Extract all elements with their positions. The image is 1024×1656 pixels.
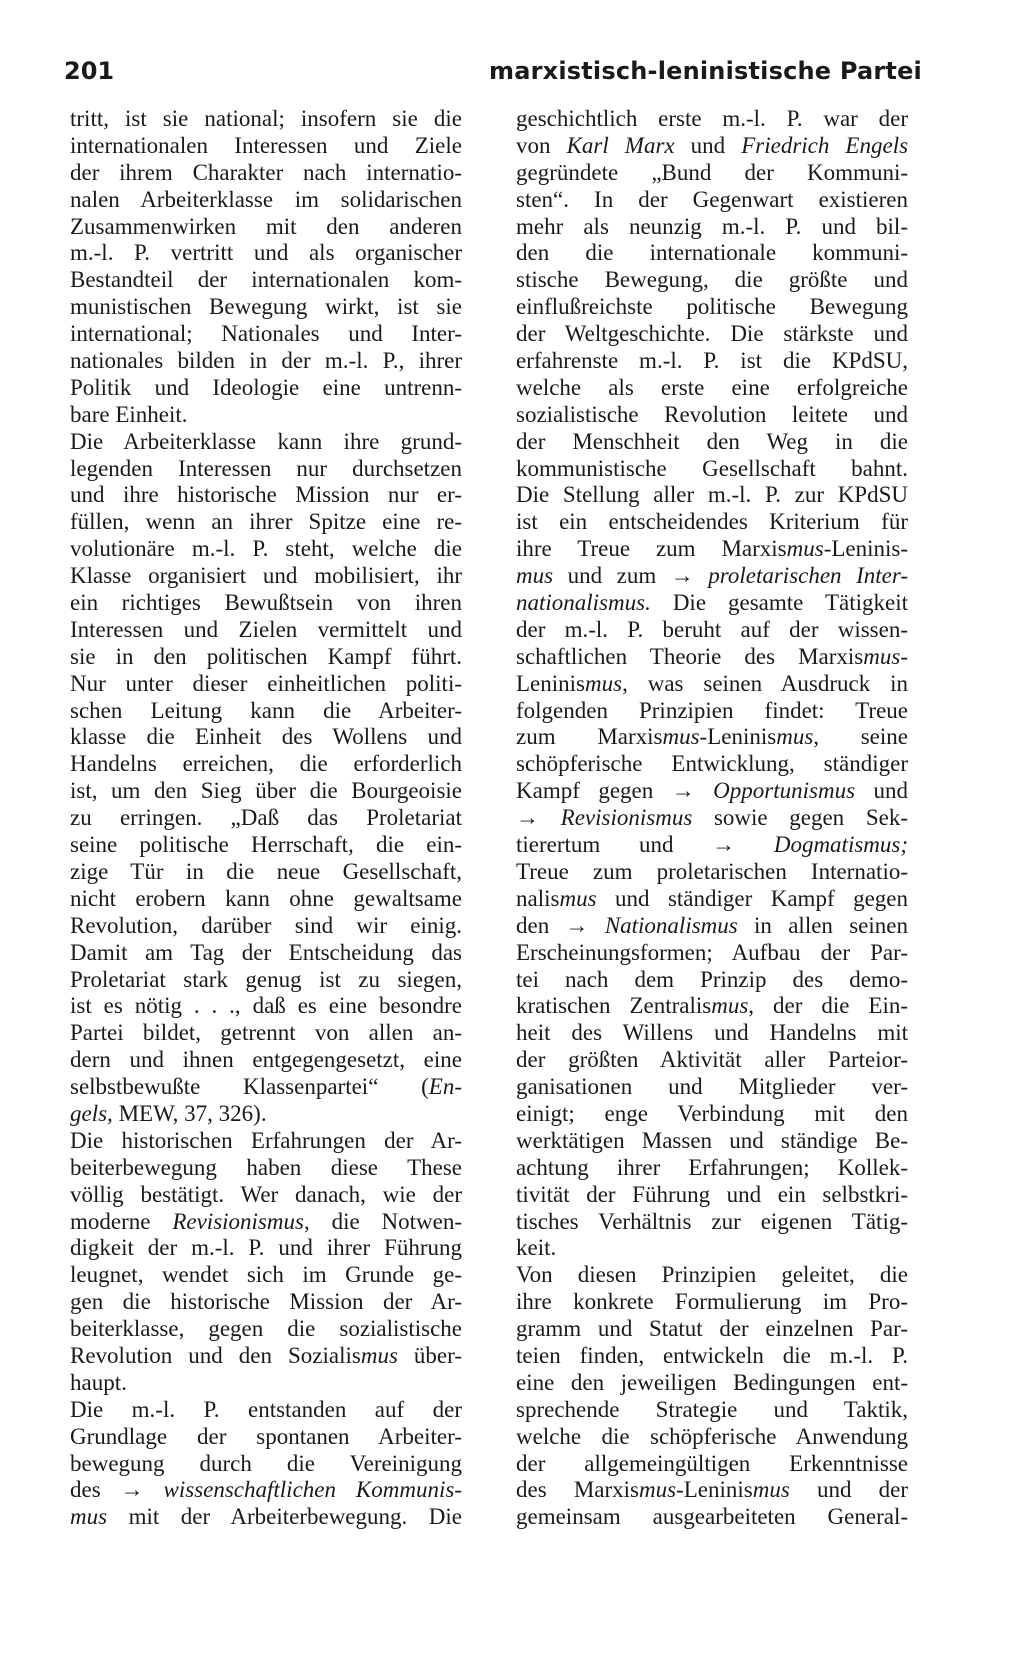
text-line: werktätigen Massen und ständige Be- [516,1127,908,1153]
text-line: Revolution, darüber sind wir einig. [70,912,462,938]
text-line: Proletariat stark genug ist zu siegen, [70,966,462,992]
text-line: tivität der Führung und ein selbstkri- [516,1181,908,1207]
text-line: Partei bildet, getrennt von allen an- [70,1020,462,1046]
text-line: tritt, ist sie national; insofern sie die [70,106,462,131]
text-line: internationalen Interessen und Ziele [70,132,462,158]
text-line: völlig bestätigt. Wer danach, wie der [70,1181,462,1207]
text-line: digkeit der m.-l. P. und ihrer Führung [70,1235,462,1261]
text-line: kratischen Zentralismus, der die Ein- [516,993,908,1019]
text-line: moderne Revisionismus, die Notwen- [70,1208,462,1234]
text-line: schen Leitung kann die Arbeiter- [70,697,462,723]
text-line: gels, MEW, 37, 326). [70,1100,267,1126]
text-line: klasse die Einheit des Wollens und [70,724,462,750]
text-line: teien finden, entwickeln die m.-l. P. [516,1342,908,1368]
text-line: sie in den politischen Kampf führt. [70,643,462,669]
text-line: munistischen Bewegung wirkt, ist sie [70,294,462,320]
text-line: beiterbewegung haben diese These [70,1154,462,1180]
text-line: gramm und Statut der einzelnen Par- [516,1316,908,1342]
text-line: haupt. [70,1369,127,1395]
text-line: den → Nationalismus in allen seinen [516,912,908,938]
text-line: geschichtlich erste m.-l. P. war der [516,106,908,131]
text-line: Grundlage der spontanen Arbeiter- [70,1423,462,1449]
text-line: zum Marxismus-Leninismus, seine [516,724,908,750]
text-line: Nur unter dieser einheitlichen politi- [70,670,462,696]
running-head: marxistisch-leninistische Partei [489,57,922,85]
text-line: Leninismus, was seinen Ausdruck in [516,670,908,696]
text-line: heit des Willens und Handelns mit [516,1020,908,1046]
text-line: beiterklasse, gegen die sozialistische [70,1316,462,1342]
text-line: nationalismus. Die gesamte Tätigkeit [516,590,908,616]
text-line: gemeinsam ausgearbeiteten General- [516,1504,908,1530]
text-line: ist, um den Sieg über die Bourgeoisie [70,778,462,804]
text-line: Handelns erreichen, die erforderlich [70,751,462,777]
text-line: den die internationale kommuni- [516,240,908,266]
page-number: 201 [64,57,115,85]
text-line: seine politische Herrschaft, die ein- [70,832,462,858]
text-line: bewegung durch die Vereinigung [70,1450,462,1476]
text-line: bare Einheit. [70,401,188,427]
text-line: ist ein entscheidendes Kriterium für [516,509,908,535]
text-line: dern und ihnen entgegengesetzt, eine [70,1047,462,1073]
text-line: mehr als neunzig m.-l. P. und bil- [516,213,908,239]
text-line: nationales bilden in der m.-l. P., ihrer [70,348,462,374]
text-line: erfahrenste m.-l. P. ist die KPdSU, [516,348,908,374]
text-line: keit. [516,1235,557,1261]
text-line: schaftlichen Theorie des Marxismus- [516,643,908,669]
text-line: achtung ihrer Erfahrungen; Kollek- [516,1154,908,1180]
text-line: einflußreichste politische Bewegung [516,294,908,320]
text-line: und ihre historische Mission nur er- [70,482,462,508]
text-line: ist es nötig . . ., daß es eine besondre [70,993,462,1019]
text-line: von Karl Marx und Friedrich Engels [516,132,908,158]
text-line: Die m.-l. P. entstanden auf der [70,1396,462,1422]
text-line: Kampf gegen → Opportunismus und [516,778,908,804]
text-line: Erscheinungsformen; Aufbau der Par- [516,939,908,965]
text-line: ihre konkrete Formulierung im Pro- [516,1289,908,1315]
text-line: sozialistische Revolution leitete und [516,401,908,427]
text-line: füllen, wenn an ihrer Spitze eine re- [70,509,462,535]
text-line: Treue zum proletarischen Internatio- [516,858,908,884]
text-line: leugnet, wendet sich im Grunde ge- [70,1262,462,1288]
text-line: der Menschheit den Weg in die [516,428,908,454]
text-line: ihre Treue zum Marxismus-Leninis- [516,536,908,562]
text-line: tisches Verhältnis zur eigenen Tätig- [516,1208,908,1234]
text-line: ein richtiges Bewußtsein von ihren [70,590,462,616]
text-line: nalen Arbeiterklasse im solidarischen [70,186,462,212]
text-line: selbstbewußte Klassenpartei“ (En- [70,1074,462,1100]
text-line: Die Stellung aller m.-l. P. zur KPdSU [516,482,908,508]
text-line: mus mit der Arbeiterbewegung. Die [70,1504,462,1530]
text-line: sprechende Strategie und Taktik, [516,1396,908,1422]
text-line: stische Bewegung, die größte und [516,267,908,293]
text-line: → Revisionismus sowie gegen Sek- [516,805,908,831]
text-line: Die historischen Erfahrungen der Ar- [70,1127,462,1153]
text-line: gen die historische Mission der Ar- [70,1289,462,1315]
text-line: Von diesen Prinzipien geleitet, die [516,1262,908,1288]
text-line: zige Tür in die neue Gesellschaft, [70,858,462,884]
text-line: des → wissenschaftlichen Kommunis- [70,1477,462,1503]
text-line: ganisationen und Mitglieder ver- [516,1074,908,1100]
text-line: schöpferische Entwicklung, ständiger [516,751,908,777]
text-column-left [70,106,462,1531]
text-line: volutionäre m.-l. P. steht, welche die [70,536,462,562]
text-line: tierertum und → Dogmatismus; [516,832,908,858]
text-line: kommunistische Gesellschaft bahnt. [516,455,908,481]
text-line: folgenden Prinzipien findet: Treue [516,697,908,723]
text-line: Revolution und den Sozialismus über- [70,1342,462,1368]
text-line: zu erringen. „Daß das Proletariat [70,805,462,831]
text-line: sten“. In der Gegenwart existieren [516,186,908,212]
text-line: nalismus und ständiger Kampf gegen [516,885,908,911]
text-line: international; Nationales und Inter- [70,321,462,347]
text-line: welche als erste eine erfolgreiche [516,374,908,400]
text-line: Zusammenwirken mit den anderen [70,213,462,239]
text-line: welche die schöpferische Anwendung [516,1423,908,1449]
text-line: der allgemeingültigen Erkenntnisse [516,1450,908,1476]
text-line: des Marxismus-Leninismus und der [516,1477,908,1503]
text-line: eine den jeweiligen Bedingungen ent- [516,1369,908,1395]
text-line: Politik und Ideologie eine untrenn- [70,374,462,400]
text-line: Interessen und Zielen vermittelt und [70,616,462,642]
text-line: mus und zum → proletarischen Inter- [516,563,908,589]
text-line: m.-l. P. vertritt und als organischer [70,240,462,266]
text-line: einigt; enge Verbindung mit den [516,1100,908,1126]
text-line: legenden Interessen nur durchsetzen [70,455,462,481]
text-line: gegründete „Bund der Kommuni- [516,159,908,185]
text-line: Die Arbeiterklasse kann ihre grund- [70,428,462,454]
text-line: Damit am Tag der Entscheidung das [70,939,462,965]
text-column-right [516,106,908,1531]
text-line: der ihrem Charakter nach internatio- [70,159,462,185]
text-line: der größten Aktivität aller Parteior- [516,1047,908,1073]
text-line: Klasse organisiert und mobilisiert, ihr [70,563,462,589]
text-line: der Weltgeschichte. Die stärkste und [516,321,908,347]
text-line: der m.-l. P. beruht auf der wissen- [516,616,908,642]
text-line: Bestandteil der internationalen kom- [70,267,462,293]
text-line: tei nach dem Prinzip des demo- [516,966,908,992]
text-line: nicht erobern kann ohne gewaltsame [70,885,462,911]
